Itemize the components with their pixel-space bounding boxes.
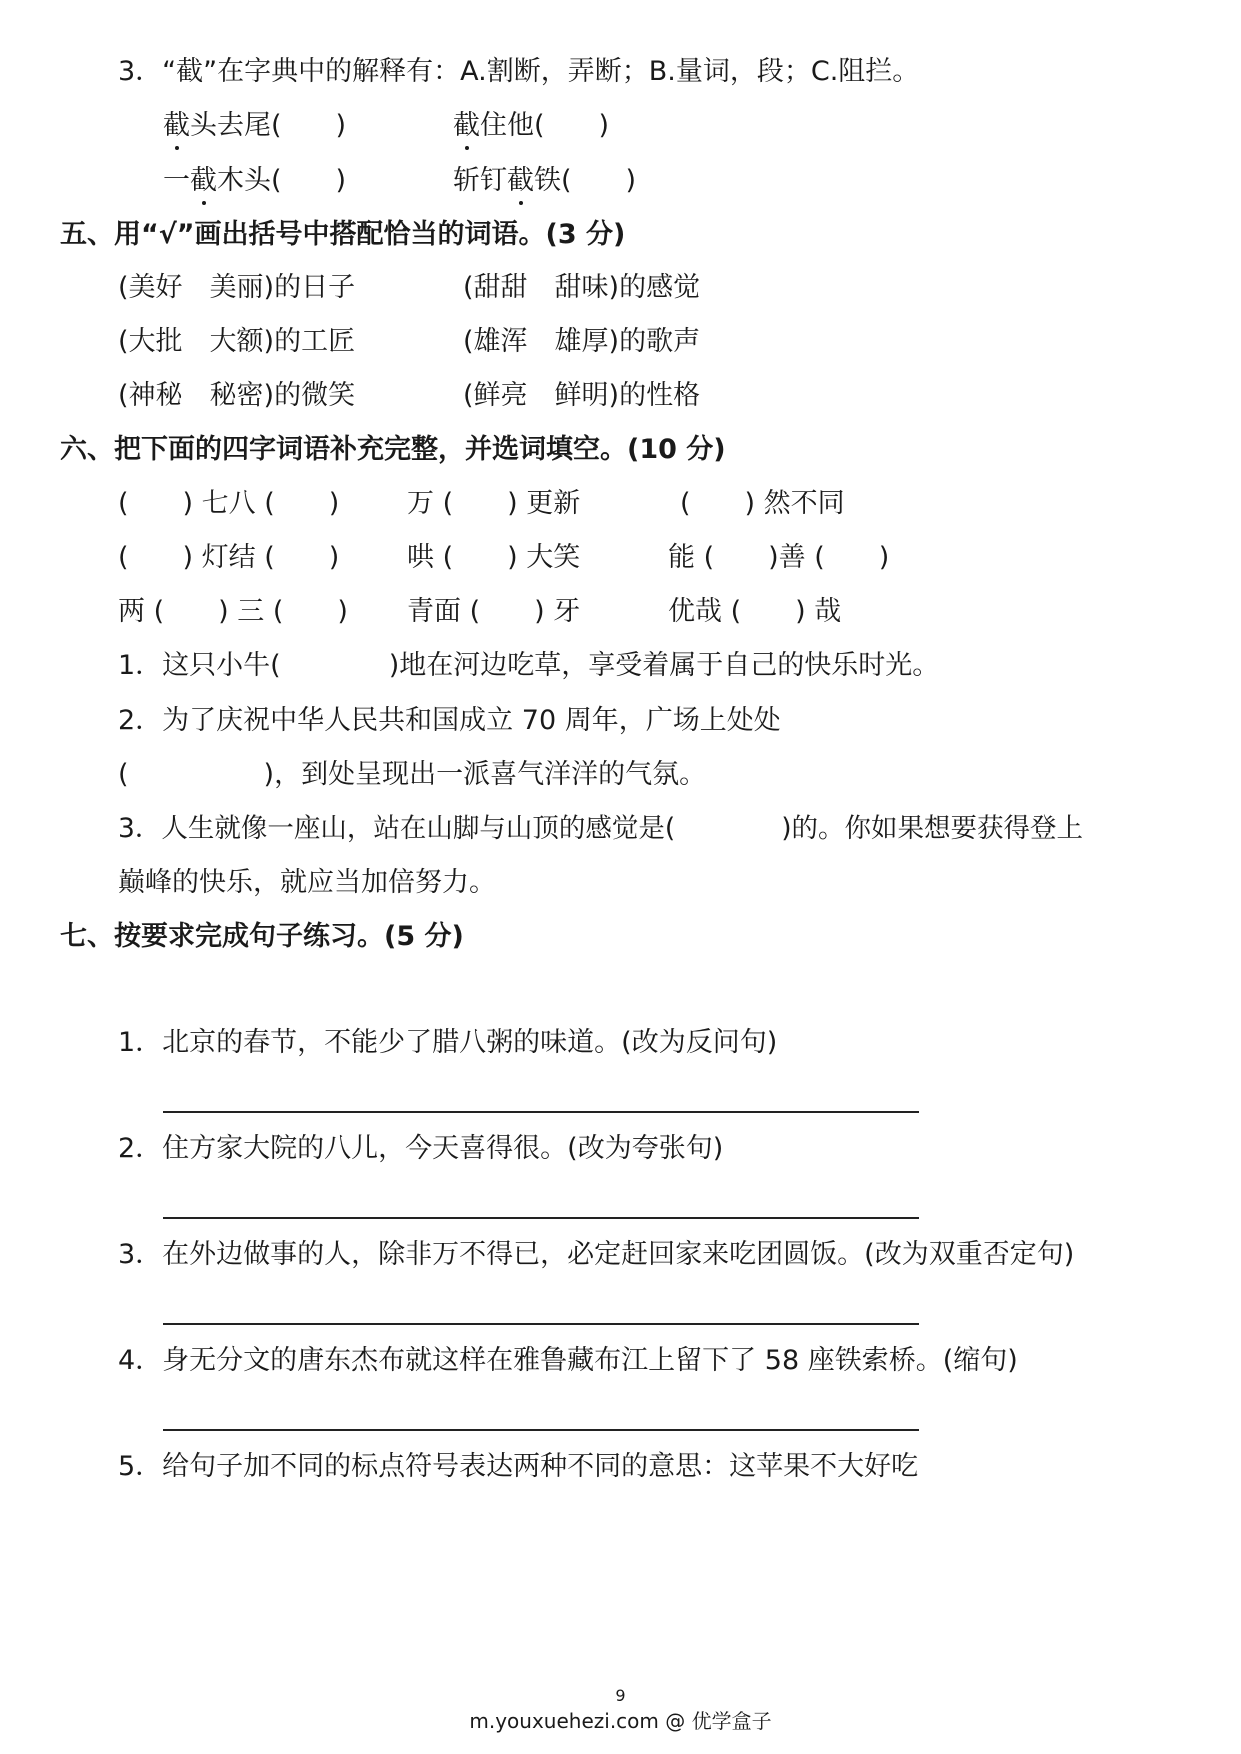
answer-line-2[interactable] (163, 1217, 919, 1219)
section-7-heading: 七、按要求完成句子练习。(5 分) (60, 921, 464, 952)
sentence-4: 4．身无分文的唐东杰布就这样在雅鲁藏布江上留下了 58 座铁索桥。(缩句) (118, 1345, 1018, 1376)
jie-item-4-pre: 斩钉 (453, 165, 507, 196)
fill-3-continued: 巅峰的快乐，就应当加倍努力。 (118, 867, 496, 898)
idiom-4: ( ) 灯结 ( ) (118, 542, 340, 573)
idiom-3: ( ) 然不同 (680, 488, 845, 519)
idiom-5: 哄 ( ) 大笑 (407, 542, 581, 573)
idiom-1: ( ) 七八 ( ) (118, 488, 340, 519)
answer-line-4[interactable] (163, 1429, 919, 1431)
sentence-5: 5．给句子加不同的标点符号表达两种不同的意思：这苹果不大好吃 (118, 1451, 919, 1482)
answer-line-1[interactable] (163, 1111, 919, 1113)
section-6-heading: 六、把下面的四字词语补充完整，并选词填空。(10 分) (60, 434, 726, 465)
idiom-9: 优哉 ( ) 哉 (668, 596, 842, 627)
jie-item-3-pre: 一 (163, 165, 190, 196)
jie-item-2-rest: 住他( ) (480, 110, 610, 141)
jie-item-2 (453, 108, 609, 144)
emphasis-dot: 截 (190, 163, 217, 199)
emphasis-dot: 截 (507, 163, 534, 199)
emphasis-dot: 截 (453, 108, 480, 144)
idiom-7: 两 ( ) 三 ( ) (118, 596, 348, 627)
fill-2: 2．为了庆祝中华人民共和国成立 70 周年，广场上处处 (118, 705, 781, 736)
jie-item-4-rest: 铁( ) (534, 165, 637, 196)
jie-item-1 (163, 108, 346, 144)
answer-line-3[interactable] (163, 1323, 919, 1325)
footer-site: m.youxuehezi.com @ 优学盒子 (469, 1709, 772, 1733)
collocation-4: (雄浑 雄厚)的歌声 (463, 326, 701, 357)
page-number: 9 (615, 1686, 626, 1705)
sentence-3: 3．在外边做事的人，除非万不得已，必定赶回家来吃团圆饭。(改为双重否定句) (118, 1239, 1075, 1270)
collocation-5: (神秘 秘密)的微笑 (118, 380, 356, 411)
collocation-3: (大批 大额)的工匠 (118, 326, 356, 357)
sentence-2: 2．住方家大院的八儿，今天喜得很。(改为夸张句) (118, 1133, 724, 1164)
fill-2-continued: ( )，到处呈现出一派喜气洋洋的气氛。 (118, 759, 707, 790)
fill-1: 1．这只小牛( )地在河边吃草，享受着属于自己的快乐时光。 (118, 650, 940, 681)
question-3-jie: 3．“截”在字典中的解释有：A.割断，弄断；B.量词，段；C.阻拦。 (118, 56, 920, 87)
fill-3: 3．人生就像一座山，站在山脚与山顶的感觉是( )的。你如果想要获得登上 (118, 813, 1084, 844)
collocation-6: (鲜亮 鲜明)的性格 (463, 380, 701, 411)
collocation-1: (美好 美丽)的日子 (118, 272, 356, 303)
jie-item-1-rest: 头去尾( ) (190, 110, 347, 141)
idiom-2: 万 ( ) 更新 (407, 488, 581, 519)
jie-item-4 (453, 163, 636, 199)
jie-item-3-rest: 木头( ) (217, 165, 347, 196)
section-5-heading: 五、用“√”画出括号中搭配恰当的词语。(3 分) (60, 219, 626, 250)
jie-item-3 (163, 163, 346, 199)
idiom-8: 青面 ( ) 牙 (407, 596, 581, 627)
emphasis-dot: 截 (163, 108, 190, 144)
idiom-6: 能 ( )善 ( ) (668, 542, 890, 573)
collocation-2: (甜甜 甜味)的感觉 (463, 272, 701, 303)
sentence-1: 1．北京的春节，不能少了腊八粥的味道。(改为反问句) (118, 1027, 778, 1058)
